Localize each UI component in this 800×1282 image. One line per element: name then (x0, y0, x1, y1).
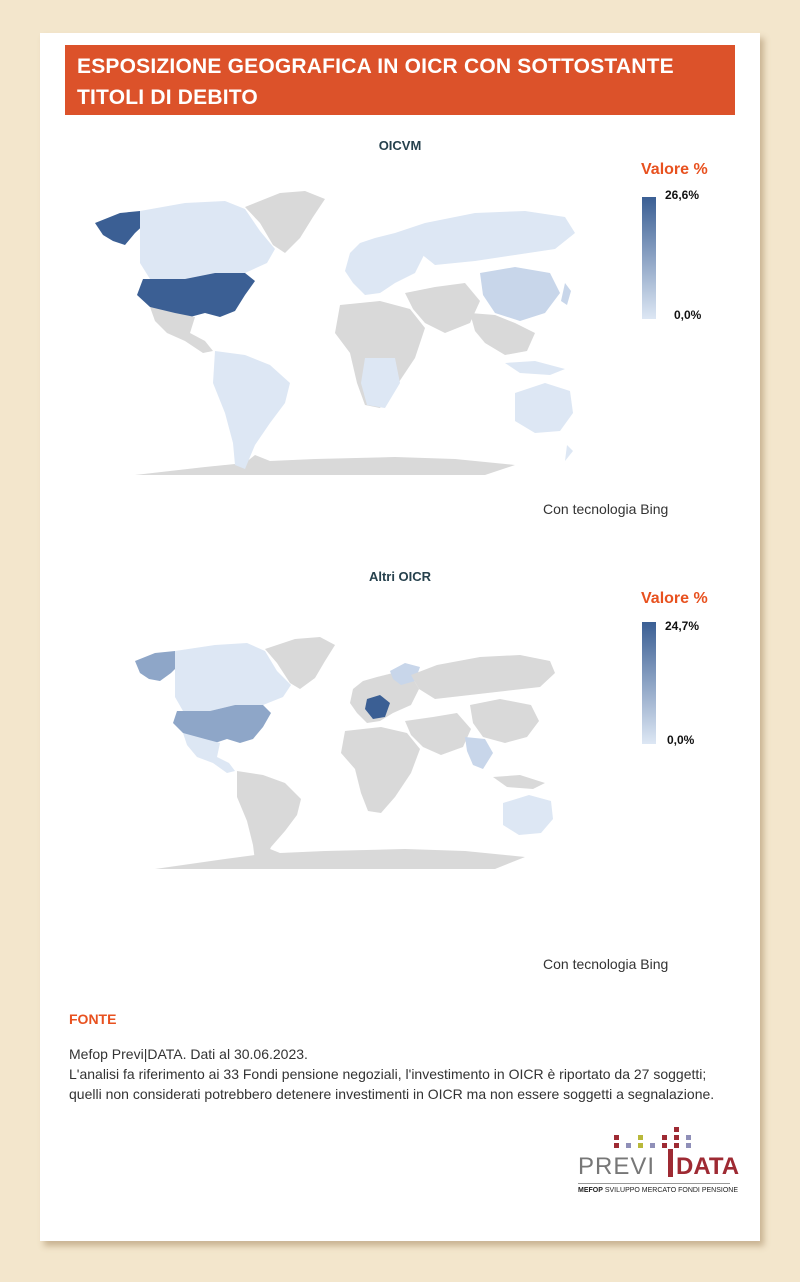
region-south-america (213, 351, 290, 469)
legend-scale-bar-altri-oicr (642, 622, 656, 744)
legend-max-oicvm: 26,6% (665, 188, 700, 202)
world-map-altri-oicr (135, 633, 555, 873)
source-title: FONTE (69, 1011, 117, 1027)
legend-min-oicvm: 0,0% (674, 308, 702, 322)
legend-title-altri-oicr: Valore % (641, 590, 708, 607)
region-china (480, 267, 560, 321)
map-title-oicvm: OICVM (378, 138, 422, 153)
region-australia (515, 383, 573, 433)
legend-min-altri-oicr: 0,0% (667, 733, 695, 747)
region-australia (503, 795, 553, 835)
region-africa (341, 727, 420, 813)
region-antarctica (155, 847, 525, 869)
region-antarctica (135, 455, 515, 475)
region-southern-africa (361, 358, 400, 408)
map-credit-altri-oicr: Con tecnologia Bing (543, 956, 669, 972)
map-title-altri-oicr: Altri OICR (368, 569, 432, 584)
region-south-america (237, 771, 301, 865)
region-india (465, 737, 493, 769)
logo-divider (578, 1183, 730, 1184)
region-indonesia (505, 361, 565, 375)
logo-word-previ: PREVI (578, 1153, 656, 1180)
page-title: ESPOSIZIONE GEOGRAFICA IN OICR CON SOTTOSTANTE TITOLI DI DEBITO (65, 45, 735, 115)
report-card (40, 33, 760, 1241)
logo-tagline-text: SVILUPPO MERCATO FONDI PENSIONE (604, 1187, 738, 1194)
logo-brand: MEFOP (578, 1187, 603, 1194)
region-russia (411, 655, 555, 699)
source-line-2: L'analisi fa riferimento ai 33 Fondi pensione negoziali, l'investimento in OICR è riportato da 27 soggetti; quelli non considerati potrebbero detenere investimenti in OICR ma non essere soggetti a segnalazione. (69, 1066, 715, 1102)
region-indonesia (493, 775, 545, 789)
world-map-oicvm (95, 183, 575, 483)
legend-title-oicvm: Valore % (641, 161, 708, 178)
map-credit-oicvm: Con tecnologia Bing (543, 501, 669, 517)
source-line-1: Mefop Previ|DATA. Dati al 30.06.2023. (69, 1046, 308, 1062)
previdata-logo (576, 1123, 740, 1203)
legend-scale-bar-oicvm (642, 197, 656, 319)
legend-max-altri-oicr: 24,7% (665, 619, 700, 633)
region-new-zealand (565, 445, 573, 461)
logo-tagline (578, 1187, 738, 1194)
logo-word-data: DATA (676, 1153, 740, 1180)
region-japan (561, 283, 571, 305)
region-china (470, 699, 539, 743)
source-text (69, 1044, 719, 1104)
